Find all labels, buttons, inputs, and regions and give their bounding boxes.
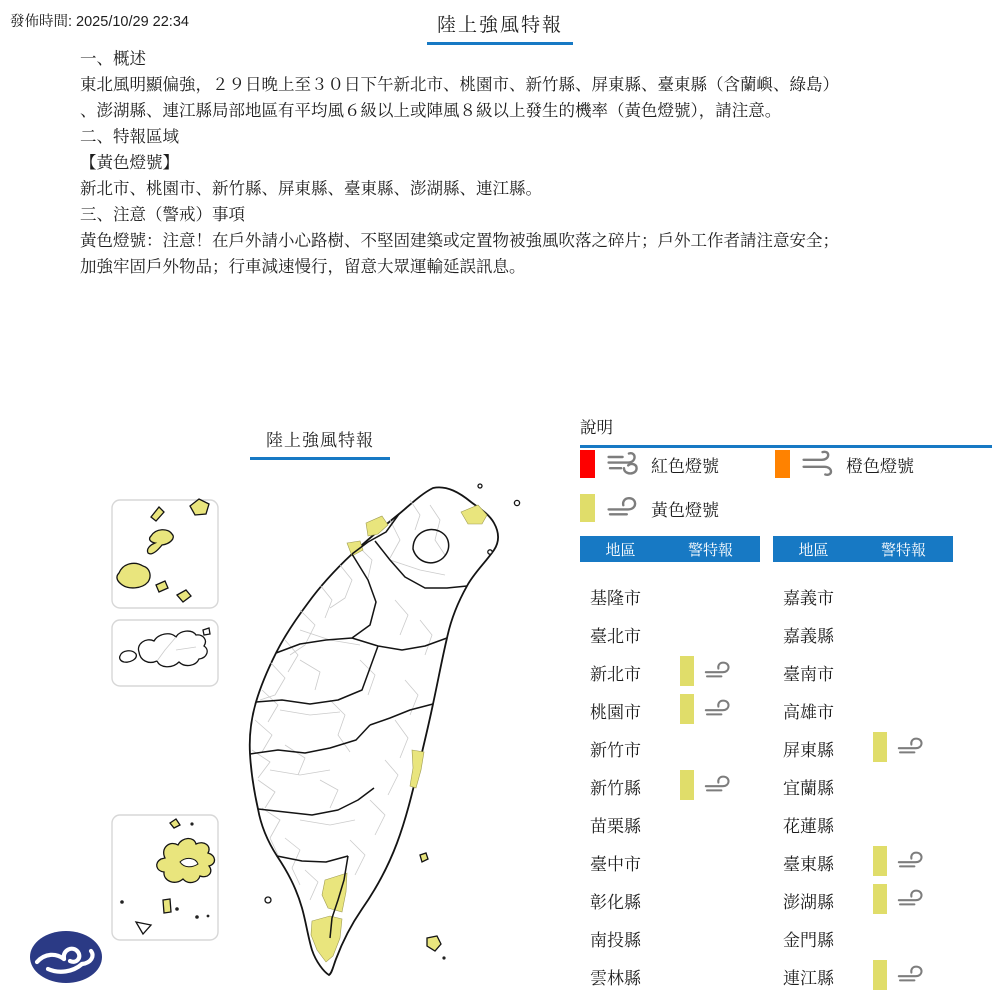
advisory-line: 【黃色燈號】 [80, 154, 179, 172]
column-warning: 警特報 [880, 541, 926, 559]
warning-cell [873, 732, 930, 762]
map-title: 陸上強風特報 [250, 426, 390, 460]
table-row [773, 804, 953, 842]
advisory-line: 二、特報區域 [80, 128, 179, 146]
table-row [773, 842, 953, 880]
warning-cell [873, 846, 930, 876]
wind-strong-icon [604, 450, 644, 478]
legend-item [580, 450, 719, 478]
table-row [580, 956, 760, 994]
publish-time: 發佈時間: 2025/10/29 22:34 [10, 14, 189, 30]
table-row [580, 690, 760, 728]
region-name: 新北市 [590, 665, 641, 684]
islet-liuqiu [265, 897, 271, 903]
table-row [773, 652, 953, 690]
advisory-line: 黃色燈號：注意！在戶外請小心路樹、不堅固建築或定置物被強風吹落之碎片；戶外工作者請注意安全； [80, 232, 839, 250]
table-row [773, 690, 953, 728]
table-header [580, 536, 760, 562]
table-row [773, 614, 953, 652]
legend-item [580, 494, 719, 522]
advisory-line: 一、概述 [80, 50, 146, 68]
wind-light-icon [894, 849, 930, 873]
region-name: 屏東縣 [783, 741, 834, 760]
advisory-line: 三、注意（警戒）事項 [80, 206, 245, 224]
matsu-inset-box [112, 500, 218, 608]
table-row [580, 576, 760, 614]
wind-light-icon [701, 659, 737, 683]
region-name: 雲林縣 [590, 969, 641, 988]
wind-light-icon [894, 963, 930, 987]
yellow-light-badge [873, 960, 887, 990]
yellow-light-badge [680, 694, 694, 724]
region-name: 宜蘭縣 [783, 779, 834, 798]
region-name: 金門縣 [783, 931, 834, 950]
legend-label: 橙色燈號 [846, 456, 914, 476]
wind-light-icon [701, 697, 737, 721]
table-row [773, 918, 953, 956]
region-name: 花蓮縣 [783, 817, 834, 836]
table-row [580, 918, 760, 956]
yellow-light-badge [680, 770, 694, 800]
region-name: 臺南市 [783, 665, 834, 684]
legend-label: 紅色燈號 [651, 456, 719, 476]
table-row [580, 614, 760, 652]
islet-pengjia [514, 500, 519, 505]
table-row [773, 766, 953, 804]
warning-cell [873, 960, 930, 990]
taiwan-main-island [250, 487, 498, 975]
legend-label: 黃色燈號 [651, 500, 719, 520]
region-name: 南投縣 [590, 931, 641, 950]
region-name: 新竹縣 [590, 779, 641, 798]
region-name: 嘉義縣 [783, 627, 834, 646]
table-header [773, 536, 953, 562]
table-row [773, 956, 953, 994]
page-title: 陸上強風特報 [427, 10, 573, 45]
table-row [580, 766, 760, 804]
table-row [773, 728, 953, 766]
warning-cell [680, 694, 737, 724]
wind-medium-swatch [775, 450, 790, 478]
table-row [580, 804, 760, 842]
region-name: 臺中市 [590, 855, 641, 874]
warning-cell [680, 770, 737, 800]
wind-light-icon [894, 887, 930, 911]
region-name: 澎湖縣 [783, 893, 834, 912]
legend-title: 說明 [580, 414, 992, 448]
region-name: 彰化縣 [590, 893, 641, 912]
table-row [580, 728, 760, 766]
table-row [580, 652, 760, 690]
region-name: 桃園市 [590, 703, 641, 722]
yellow-light-badge [873, 884, 887, 914]
yellow-light-badge [873, 846, 887, 876]
region-name: 臺東縣 [783, 855, 834, 874]
column-region: 地區 [798, 541, 829, 559]
table-row [773, 576, 953, 614]
yellow-light-badge [680, 656, 694, 686]
advisory-line: 加強牢固戶外物品；行車減速慢行，留意大眾運輸延誤訊息。 [80, 258, 526, 276]
region-name: 連江縣 [783, 969, 834, 988]
table-row [580, 842, 760, 880]
wind-strong-swatch [580, 450, 595, 478]
legend-item [775, 450, 914, 478]
yellow-light-badge [873, 732, 887, 762]
islet-guishan [488, 550, 492, 554]
wind-medium-icon [799, 450, 839, 478]
region-name: 苗栗縣 [590, 817, 641, 836]
wind-light-icon [894, 735, 930, 759]
wind-light-icon [701, 773, 737, 797]
islet-little-orchid [442, 956, 445, 959]
table-row [580, 880, 760, 918]
region-name: 嘉義市 [783, 589, 834, 608]
advisory-line: 東北風明顯偏強，２９日晚上至３０日下午新北市、桃園市、新竹縣、屏東縣、臺東縣（含蘭嶼、綠島） [80, 76, 839, 94]
islet-keelung [478, 484, 482, 488]
advisory-line: 新北市、桃園市、新竹縣、屏東縣、臺東縣、澎湖縣、連江縣。 [80, 180, 542, 198]
advisory-line: 、澎湖縣、連江縣局部地區有平均風６級以上或陣風８級以上發生的機率（黃色燈號），請注意。 [80, 102, 782, 120]
region-name: 基隆市 [590, 589, 641, 608]
wind-light-swatch [580, 494, 595, 522]
cwa-logo [24, 929, 102, 985]
orchid-island [427, 936, 441, 951]
region-name: 新竹市 [590, 741, 641, 760]
wind-light-icon [604, 494, 644, 522]
table-row [773, 880, 953, 918]
warning-cell [873, 884, 930, 914]
warning-cell [680, 656, 737, 686]
warning-table-west [580, 536, 760, 994]
region-name: 臺北市 [590, 627, 641, 646]
warning-table-east [773, 536, 953, 994]
column-warning: 警特報 [687, 541, 733, 559]
region-name: 高雄市 [783, 703, 834, 722]
column-region: 地區 [605, 541, 636, 559]
green-island [420, 853, 428, 862]
